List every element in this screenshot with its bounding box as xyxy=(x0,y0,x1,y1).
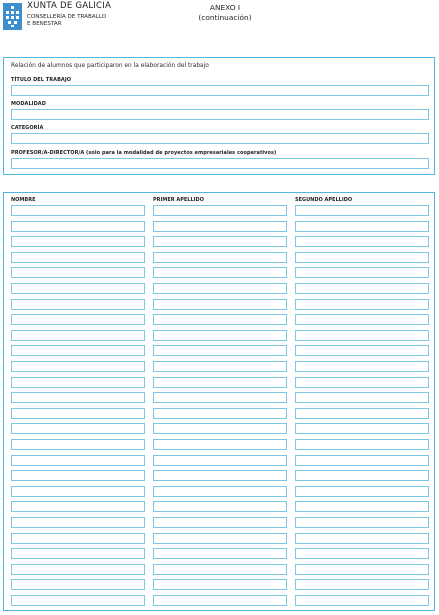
intro-text: Relación de alumnos que participaron en la elaboración del trabajo xyxy=(11,63,209,69)
student-second-surname-cell[interactable] xyxy=(295,408,429,419)
student-first-surname-cell[interactable] xyxy=(153,236,287,247)
student-first-surname-cell[interactable] xyxy=(153,595,287,606)
student-name-cell[interactable] xyxy=(11,205,145,216)
student-first-surname-cell[interactable] xyxy=(153,423,287,434)
column-header-second-surname: SEGUNDO APELLIDO xyxy=(295,197,353,203)
annex-subtitle: (continuación) xyxy=(198,13,252,22)
student-name-cell[interactable] xyxy=(11,533,145,544)
student-second-surname-cell[interactable] xyxy=(295,221,429,232)
galicia-shield-icon xyxy=(3,3,22,30)
student-name-cell[interactable] xyxy=(11,330,145,341)
student-second-surname-cell[interactable] xyxy=(295,252,429,263)
student-second-surname-cell[interactable] xyxy=(295,392,429,403)
student-second-surname-cell[interactable] xyxy=(295,470,429,481)
student-second-surname-cell[interactable] xyxy=(295,595,429,606)
student-name-cell[interactable] xyxy=(11,314,145,325)
student-first-surname-cell[interactable] xyxy=(153,377,287,388)
student-second-surname-cell[interactable] xyxy=(295,579,429,590)
student-second-surname-cell[interactable] xyxy=(295,548,429,559)
student-second-surname-cell[interactable] xyxy=(295,299,429,310)
student-name-cell[interactable] xyxy=(11,579,145,590)
student-name-cell[interactable] xyxy=(11,392,145,403)
student-second-surname-cell[interactable] xyxy=(295,564,429,575)
student-second-surname-cell[interactable] xyxy=(295,283,429,294)
student-first-surname-cell[interactable] xyxy=(153,330,287,341)
student-first-surname-cell[interactable] xyxy=(153,517,287,528)
project-info-panel xyxy=(3,57,435,175)
student-name-cell[interactable] xyxy=(11,548,145,559)
student-first-surname-cell[interactable] xyxy=(153,408,287,419)
organization-block xyxy=(27,2,111,28)
student-name-cell[interactable] xyxy=(11,517,145,528)
teacher-director-label: PROFESOR/A-DIRECTOR/A (solo para la modalidad de proyectos empresariales cooperativos) xyxy=(11,150,277,156)
student-first-surname-cell[interactable] xyxy=(153,548,287,559)
student-name-cell[interactable] xyxy=(11,345,145,356)
student-first-surname-cell[interactable] xyxy=(153,345,287,356)
student-first-surname-cell[interactable] xyxy=(153,564,287,575)
student-first-surname-cell[interactable] xyxy=(153,470,287,481)
student-first-surname-cell[interactable] xyxy=(153,267,287,278)
student-first-surname-cell[interactable] xyxy=(153,501,287,512)
department-line-2: E BENESTAR xyxy=(27,20,62,27)
student-second-surname-cell[interactable] xyxy=(295,439,429,450)
student-name-cell[interactable] xyxy=(11,455,145,466)
student-name-cell[interactable] xyxy=(11,377,145,388)
category-field[interactable] xyxy=(11,133,429,144)
student-second-surname-cell[interactable] xyxy=(295,486,429,497)
student-first-surname-cell[interactable] xyxy=(153,392,287,403)
student-first-surname-cell[interactable] xyxy=(153,252,287,263)
student-second-surname-cell[interactable] xyxy=(295,267,429,278)
category-label: CATEGORÍA xyxy=(11,125,44,131)
student-second-surname-cell[interactable] xyxy=(295,330,429,341)
student-name-cell[interactable] xyxy=(11,299,145,310)
student-first-surname-cell[interactable] xyxy=(153,314,287,325)
student-second-surname-cell[interactable] xyxy=(295,205,429,216)
student-second-surname-cell[interactable] xyxy=(295,455,429,466)
students-table-panel xyxy=(3,192,435,611)
column-header-name: NOMBRE xyxy=(11,197,36,203)
student-first-surname-cell[interactable] xyxy=(153,439,287,450)
student-name-cell[interactable] xyxy=(11,486,145,497)
student-name-cell[interactable] xyxy=(11,361,145,372)
teacher-director-field[interactable] xyxy=(11,158,429,169)
student-first-surname-cell[interactable] xyxy=(153,579,287,590)
student-name-cell[interactable] xyxy=(11,283,145,294)
student-second-surname-cell[interactable] xyxy=(295,377,429,388)
student-second-surname-cell[interactable] xyxy=(295,423,429,434)
annex-heading xyxy=(150,3,300,23)
modality-field[interactable] xyxy=(11,109,429,120)
student-first-surname-cell[interactable] xyxy=(153,299,287,310)
student-name-cell[interactable] xyxy=(11,439,145,450)
student-name-cell[interactable] xyxy=(11,267,145,278)
modality-label: MODALIDAD xyxy=(11,101,46,107)
student-first-surname-cell[interactable] xyxy=(153,221,287,232)
student-name-cell[interactable] xyxy=(11,221,145,232)
student-second-surname-cell[interactable] xyxy=(295,517,429,528)
student-second-surname-cell[interactable] xyxy=(295,501,429,512)
student-name-cell[interactable] xyxy=(11,564,145,575)
student-name-cell[interactable] xyxy=(11,595,145,606)
student-name-cell[interactable] xyxy=(11,236,145,247)
annex-title: ANEXO I xyxy=(209,3,241,12)
organization-name: XUNTA DE GALICIA xyxy=(27,1,112,11)
student-second-surname-cell[interactable] xyxy=(295,345,429,356)
title-label: TÍTULO DEL TRABAJO xyxy=(11,77,72,83)
column-header-first-surname: PRIMER APELLIDO xyxy=(153,197,204,203)
student-name-cell[interactable] xyxy=(11,408,145,419)
student-first-surname-cell[interactable] xyxy=(153,486,287,497)
department-line-1: CONSELLERÍA DE TRABALLO xyxy=(27,13,107,20)
student-second-surname-cell[interactable] xyxy=(295,314,429,325)
student-second-surname-cell[interactable] xyxy=(295,533,429,544)
student-name-cell[interactable] xyxy=(11,423,145,434)
student-second-surname-cell[interactable] xyxy=(295,361,429,372)
student-second-surname-cell[interactable] xyxy=(295,236,429,247)
student-first-surname-cell[interactable] xyxy=(153,361,287,372)
student-name-cell[interactable] xyxy=(11,501,145,512)
student-first-surname-cell[interactable] xyxy=(153,283,287,294)
student-first-surname-cell[interactable] xyxy=(153,455,287,466)
student-name-cell[interactable] xyxy=(11,470,145,481)
student-name-cell[interactable] xyxy=(11,252,145,263)
title-field[interactable] xyxy=(11,85,429,96)
student-first-surname-cell[interactable] xyxy=(153,205,287,216)
student-first-surname-cell[interactable] xyxy=(153,533,287,544)
